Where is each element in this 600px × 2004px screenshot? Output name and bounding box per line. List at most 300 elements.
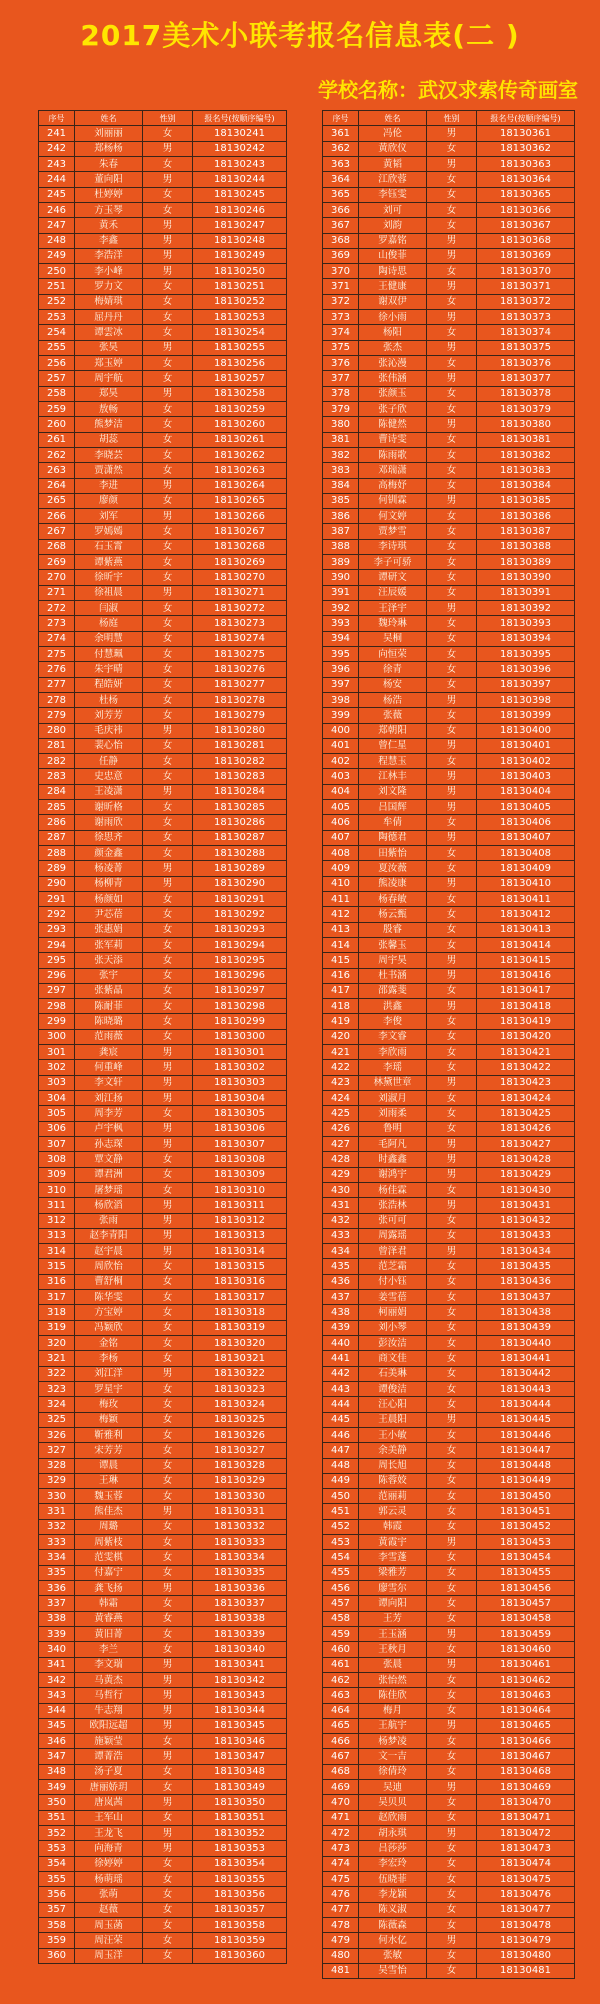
student-sex: 女 <box>427 1672 477 1687</box>
table-row <box>323 1152 575 1167</box>
registration-number: 18130412 <box>477 907 575 922</box>
row-index: 394 <box>323 631 359 646</box>
registration-number: 18130349 <box>193 1780 287 1795</box>
registration-number: 18130450 <box>477 1489 575 1504</box>
table-row <box>323 631 575 646</box>
table-row <box>39 447 287 462</box>
student-name: 罗力文 <box>75 279 143 294</box>
row-index: 267 <box>39 524 75 539</box>
registration-number: 18130456 <box>477 1581 575 1596</box>
row-index: 317 <box>39 1290 75 1305</box>
registration-number: 18130383 <box>477 463 575 478</box>
student-sex: 女 <box>427 1902 477 1917</box>
registration-number: 18130255 <box>193 340 287 355</box>
student-sex: 女 <box>143 1642 193 1657</box>
registration-number: 18130292 <box>193 907 287 922</box>
registration-number: 18130447 <box>477 1443 575 1458</box>
row-index: 429 <box>323 1167 359 1182</box>
table-row <box>323 1228 575 1243</box>
student-name: 高梅妤 <box>359 478 427 493</box>
student-name: 金铭 <box>75 1336 143 1351</box>
registration-number: 18130472 <box>477 1826 575 1841</box>
registration-number: 18130266 <box>193 509 287 524</box>
row-index: 256 <box>39 356 75 371</box>
student-name: 时鑫鑫 <box>359 1152 427 1167</box>
table-row <box>323 1045 575 1060</box>
table-row <box>39 1198 287 1213</box>
student-name: 陈耐菲 <box>75 999 143 1014</box>
registration-number: 18130460 <box>477 1642 575 1657</box>
registration-number: 18130326 <box>193 1427 287 1442</box>
row-index: 348 <box>39 1764 75 1779</box>
table-row <box>39 1473 287 1488</box>
registration-number: 18130301 <box>193 1045 287 1060</box>
student-name: 唐丽娇玥 <box>75 1780 143 1795</box>
row-index: 325 <box>39 1412 75 1427</box>
student-sex: 男 <box>427 310 477 325</box>
table-row <box>39 1749 287 1764</box>
student-name: 胡永琪 <box>359 1826 427 1841</box>
table-row <box>39 310 287 325</box>
student-sex: 女 <box>427 1381 477 1396</box>
registration-number: 18130452 <box>477 1519 575 1534</box>
student-name: 张浩林 <box>359 1198 427 1213</box>
student-name: 山俊菲 <box>359 248 427 263</box>
row-index: 291 <box>39 891 75 906</box>
registration-number: 18130366 <box>477 202 575 217</box>
student-sex: 女 <box>427 1366 477 1381</box>
registration-number: 18130415 <box>477 953 575 968</box>
student-sex: 女 <box>427 524 477 539</box>
student-sex: 男 <box>143 1657 193 1672</box>
registration-number: 18130261 <box>193 432 287 447</box>
row-index: 448 <box>323 1458 359 1473</box>
student-sex: 男 <box>143 172 193 187</box>
table-row <box>39 524 287 539</box>
header-sex: 性别 <box>143 111 193 126</box>
student-sex: 男 <box>143 1688 193 1703</box>
table-row <box>39 1351 287 1366</box>
row-index: 284 <box>39 784 75 799</box>
row-index: 330 <box>39 1489 75 1504</box>
student-sex: 女 <box>427 1259 477 1274</box>
student-name: 刘江洋 <box>75 1366 143 1381</box>
table-row <box>323 524 575 539</box>
table-row <box>39 417 287 432</box>
registration-number: 18130299 <box>193 1014 287 1029</box>
student-name: 李欣雨 <box>359 1045 427 1060</box>
student-sex: 女 <box>143 1565 193 1580</box>
registration-number: 18130316 <box>193 1274 287 1289</box>
table-row <box>323 769 575 784</box>
student-name: 李宏玲 <box>359 1856 427 1871</box>
table-row <box>323 1841 575 1856</box>
registration-number: 18130244 <box>193 172 287 187</box>
student-name: 夏汝薇 <box>359 861 427 876</box>
registration-number: 18130343 <box>193 1688 287 1703</box>
table-row <box>323 1427 575 1442</box>
registration-number: 18130440 <box>477 1336 575 1351</box>
table-row <box>39 891 287 906</box>
table-row <box>323 1826 575 1841</box>
registration-number: 18130396 <box>477 662 575 677</box>
row-index: 355 <box>39 1871 75 1886</box>
table-row <box>323 202 575 217</box>
row-index: 314 <box>39 1244 75 1259</box>
row-index: 419 <box>323 1014 359 1029</box>
table-row <box>323 1106 575 1121</box>
row-index: 300 <box>39 1029 75 1044</box>
registration-number: 18130334 <box>193 1550 287 1565</box>
registration-number: 18130313 <box>193 1228 287 1243</box>
student-sex: 女 <box>143 417 193 432</box>
row-index: 421 <box>323 1045 359 1060</box>
row-index: 364 <box>323 172 359 187</box>
registration-number: 18130436 <box>477 1274 575 1289</box>
registration-number: 18130254 <box>193 325 287 340</box>
registration-number: 18130395 <box>477 646 575 661</box>
student-name: 谭向阳 <box>359 1596 427 1611</box>
student-name: 李小峰 <box>75 264 143 279</box>
student-name: 吕莎莎 <box>359 1841 427 1856</box>
table-row <box>39 141 287 156</box>
table-row <box>39 1519 287 1534</box>
registration-number: 18130314 <box>193 1244 287 1259</box>
registration-number: 18130291 <box>193 891 287 906</box>
registration-number: 18130454 <box>477 1550 575 1565</box>
row-index: 290 <box>39 876 75 891</box>
row-index: 292 <box>39 907 75 922</box>
student-sex: 男 <box>143 723 193 738</box>
table-row <box>323 417 575 432</box>
row-index: 312 <box>39 1213 75 1228</box>
row-index: 449 <box>323 1473 359 1488</box>
row-index: 342 <box>39 1672 75 1687</box>
student-name: 毛阿凡 <box>359 1136 427 1151</box>
table-row <box>39 172 287 187</box>
student-name: 熊梦洁 <box>75 417 143 432</box>
student-name: 谭紫燕 <box>75 555 143 570</box>
registration-number: 18130380 <box>477 417 575 432</box>
row-index: 268 <box>39 539 75 554</box>
student-sex: 女 <box>427 1596 477 1611</box>
student-name: 黄禾 <box>75 218 143 233</box>
table-row <box>323 953 575 968</box>
student-name: 杨安 <box>359 677 427 692</box>
table-row <box>39 1045 287 1060</box>
table-row <box>323 126 575 141</box>
table-row <box>323 1734 575 1749</box>
table-row <box>323 1443 575 1458</box>
row-index: 415 <box>323 953 359 968</box>
row-index: 416 <box>323 968 359 983</box>
table-row <box>39 539 287 554</box>
student-name: 陈华雯 <box>75 1290 143 1305</box>
student-name: 杨凌菁 <box>75 861 143 876</box>
student-name: 伍晓菲 <box>359 1871 427 1886</box>
registration-number: 18130276 <box>193 662 287 677</box>
student-name: 余美静 <box>359 1443 427 1458</box>
table-row <box>39 876 287 891</box>
table-row <box>323 1351 575 1366</box>
table-row <box>39 386 287 401</box>
student-sex: 女 <box>427 846 477 861</box>
row-index: 382 <box>323 447 359 462</box>
registration-number: 18130322 <box>193 1366 287 1381</box>
row-index: 424 <box>323 1091 359 1106</box>
student-name: 胡蕊 <box>75 432 143 447</box>
student-sex: 女 <box>143 601 193 616</box>
table-row <box>323 172 575 187</box>
student-sex: 女 <box>427 1351 477 1366</box>
student-name: 杨颜如 <box>75 891 143 906</box>
student-name: 张薇 <box>359 708 427 723</box>
row-index: 260 <box>39 417 75 432</box>
table-row <box>323 1887 575 1902</box>
registration-number: 18130248 <box>193 233 287 248</box>
table-row <box>323 386 575 401</box>
student-sex: 女 <box>143 646 193 661</box>
student-sex: 女 <box>143 1274 193 1289</box>
student-name: 徐小雨 <box>359 310 427 325</box>
table-row <box>323 493 575 508</box>
student-sex: 女 <box>143 1535 193 1550</box>
table-row <box>39 1060 287 1075</box>
student-name: 赵李青阳 <box>75 1228 143 1243</box>
registration-number: 18130287 <box>193 830 287 845</box>
registration-number: 18130375 <box>477 340 575 355</box>
student-name: 何钏霖 <box>359 493 427 508</box>
table-row <box>323 1121 575 1136</box>
student-name: 王健康 <box>359 279 427 294</box>
student-sex: 女 <box>143 1550 193 1565</box>
student-sex: 女 <box>427 983 477 998</box>
table-row <box>323 401 575 416</box>
student-name: 邓瑞潇 <box>359 463 427 478</box>
student-sex: 女 <box>427 1841 477 1856</box>
student-sex: 男 <box>143 1198 193 1213</box>
table-row <box>323 279 575 294</box>
table-row <box>39 493 287 508</box>
header-reg-no: 报名号(按顺序编号) <box>477 111 575 126</box>
row-index: 352 <box>39 1826 75 1841</box>
row-index: 420 <box>323 1029 359 1044</box>
student-sex: 男 <box>427 876 477 891</box>
table-row <box>39 294 287 309</box>
student-name: 张沁漫 <box>359 356 427 371</box>
student-sex: 男 <box>143 1718 193 1733</box>
student-name: 谭晨 <box>75 1458 143 1473</box>
row-index: 417 <box>323 983 359 998</box>
registration-number: 18130361 <box>477 126 575 141</box>
student-name: 闫淑 <box>75 601 143 616</box>
table-row <box>39 754 287 769</box>
registration-number: 18130324 <box>193 1397 287 1412</box>
student-sex: 男 <box>143 861 193 876</box>
student-sex: 女 <box>143 708 193 723</box>
row-index: 467 <box>323 1749 359 1764</box>
student-sex: 女 <box>427 1443 477 1458</box>
registration-number: 18130249 <box>193 248 287 263</box>
registration-number: 18130386 <box>477 509 575 524</box>
student-name: 谭研文 <box>359 570 427 585</box>
student-name: 谭菁浩 <box>75 1749 143 1764</box>
table-row <box>323 1657 575 1672</box>
row-index: 294 <box>39 937 75 952</box>
registration-number: 18130363 <box>477 156 575 171</box>
registration-number: 18130379 <box>477 401 575 416</box>
student-sex: 女 <box>427 662 477 677</box>
registration-number: 18130391 <box>477 585 575 600</box>
table-row <box>323 1626 575 1641</box>
table-row <box>39 1795 287 1810</box>
student-sex: 女 <box>427 1427 477 1442</box>
student-sex: 女 <box>427 631 477 646</box>
student-sex: 女 <box>143 1519 193 1534</box>
student-name: 范芝霜 <box>359 1259 427 1274</box>
table-row <box>39 1642 287 1657</box>
row-index: 341 <box>39 1657 75 1672</box>
table-row <box>39 570 287 585</box>
registration-number: 18130376 <box>477 356 575 371</box>
registration-number: 18130431 <box>477 1198 575 1213</box>
registration-number: 18130411 <box>477 891 575 906</box>
student-name: 杨佳霖 <box>359 1182 427 1197</box>
row-index: 480 <box>323 1948 359 1963</box>
student-name: 谢昕格 <box>75 800 143 815</box>
table-row <box>323 1550 575 1565</box>
student-sex: 女 <box>143 1933 193 1948</box>
table-row <box>39 1841 287 1856</box>
row-index: 425 <box>323 1106 359 1121</box>
table-row <box>323 463 575 478</box>
registration-number: 18130305 <box>193 1106 287 1121</box>
row-index: 259 <box>39 401 75 416</box>
row-index: 442 <box>323 1366 359 1381</box>
student-sex: 女 <box>143 1734 193 1749</box>
registration-number: 18130260 <box>193 417 287 432</box>
row-index: 406 <box>323 815 359 830</box>
row-index: 285 <box>39 800 75 815</box>
table-row <box>39 1917 287 1932</box>
row-index: 378 <box>323 386 359 401</box>
table-row <box>39 1412 287 1427</box>
student-name: 罗嫣嫣 <box>75 524 143 539</box>
table-row <box>323 1504 575 1519</box>
registration-number: 18130274 <box>193 631 287 646</box>
student-name: 张晨 <box>359 1657 427 1672</box>
table-row <box>323 1091 575 1106</box>
row-index: 354 <box>39 1856 75 1871</box>
student-name: 石玉霄 <box>75 539 143 554</box>
registration-number: 18130470 <box>477 1795 575 1810</box>
student-sex: 男 <box>427 769 477 784</box>
row-index: 365 <box>323 187 359 202</box>
student-sex: 女 <box>427 1091 477 1106</box>
student-name: 魏玲琳 <box>359 616 427 631</box>
registration-number: 18130356 <box>193 1887 287 1902</box>
row-index: 243 <box>39 156 75 171</box>
table-row <box>39 1871 287 1886</box>
student-name: 程慧玉 <box>359 754 427 769</box>
student-name: 董向阳 <box>75 172 143 187</box>
student-name: 汪辰媛 <box>359 585 427 600</box>
registration-number: 18130449 <box>477 1473 575 1488</box>
table-row <box>323 248 575 263</box>
row-index: 391 <box>323 585 359 600</box>
student-sex: 男 <box>143 264 193 279</box>
student-name: 陈雨歌 <box>359 447 427 462</box>
table-row <box>323 1412 575 1427</box>
row-index: 446 <box>323 1427 359 1442</box>
row-index: 282 <box>39 754 75 769</box>
table-row <box>323 1244 575 1259</box>
registration-number: 18130285 <box>193 800 287 815</box>
registration-number: 18130444 <box>477 1397 575 1412</box>
table-row <box>323 1764 575 1779</box>
table-row <box>323 1320 575 1335</box>
row-index: 320 <box>39 1336 75 1351</box>
table-row <box>323 815 575 830</box>
row-index: 369 <box>323 248 359 263</box>
registration-number: 18130381 <box>477 432 575 447</box>
student-sex: 女 <box>427 1795 477 1810</box>
registration-number: 18130468 <box>477 1764 575 1779</box>
row-index: 254 <box>39 325 75 340</box>
row-index: 273 <box>39 616 75 631</box>
student-sex: 女 <box>143 922 193 937</box>
table-row <box>39 1167 287 1182</box>
table-row <box>39 1075 287 1090</box>
student-sex: 女 <box>427 1550 477 1565</box>
row-index: 334 <box>39 1550 75 1565</box>
student-sex: 女 <box>427 1121 477 1136</box>
row-index: 338 <box>39 1611 75 1626</box>
registration-number: 18130442 <box>477 1366 575 1381</box>
row-index: 328 <box>39 1458 75 1473</box>
student-name: 毛庆祎 <box>75 723 143 738</box>
table-row <box>323 555 575 570</box>
student-name: 徐婷婷 <box>75 1856 143 1871</box>
table-row <box>39 585 287 600</box>
registration-number: 18130321 <box>193 1351 287 1366</box>
student-sex: 女 <box>143 1917 193 1932</box>
row-index: 431 <box>323 1198 359 1213</box>
row-index: 402 <box>323 754 359 769</box>
student-sex: 男 <box>427 1780 477 1795</box>
student-sex: 女 <box>427 1688 477 1703</box>
table-row <box>323 876 575 891</box>
row-index: 371 <box>323 279 359 294</box>
table-row <box>39 922 287 937</box>
table-row <box>323 447 575 462</box>
registration-number: 18130359 <box>193 1933 287 1948</box>
student-name: 田紫怡 <box>359 846 427 861</box>
student-name: 张天添 <box>75 953 143 968</box>
row-index: 248 <box>39 233 75 248</box>
table-row <box>39 815 287 830</box>
row-index: 286 <box>39 815 75 830</box>
table-row <box>323 907 575 922</box>
student-sex: 女 <box>427 356 477 371</box>
student-sex: 女 <box>427 1320 477 1335</box>
registration-number: 18130332 <box>193 1519 287 1534</box>
student-sex: 女 <box>143 1611 193 1626</box>
student-name: 李鑫 <box>75 233 143 248</box>
student-name: 贾梦雪 <box>359 524 427 539</box>
registration-number: 18130426 <box>477 1121 575 1136</box>
table-row <box>323 1963 575 1978</box>
